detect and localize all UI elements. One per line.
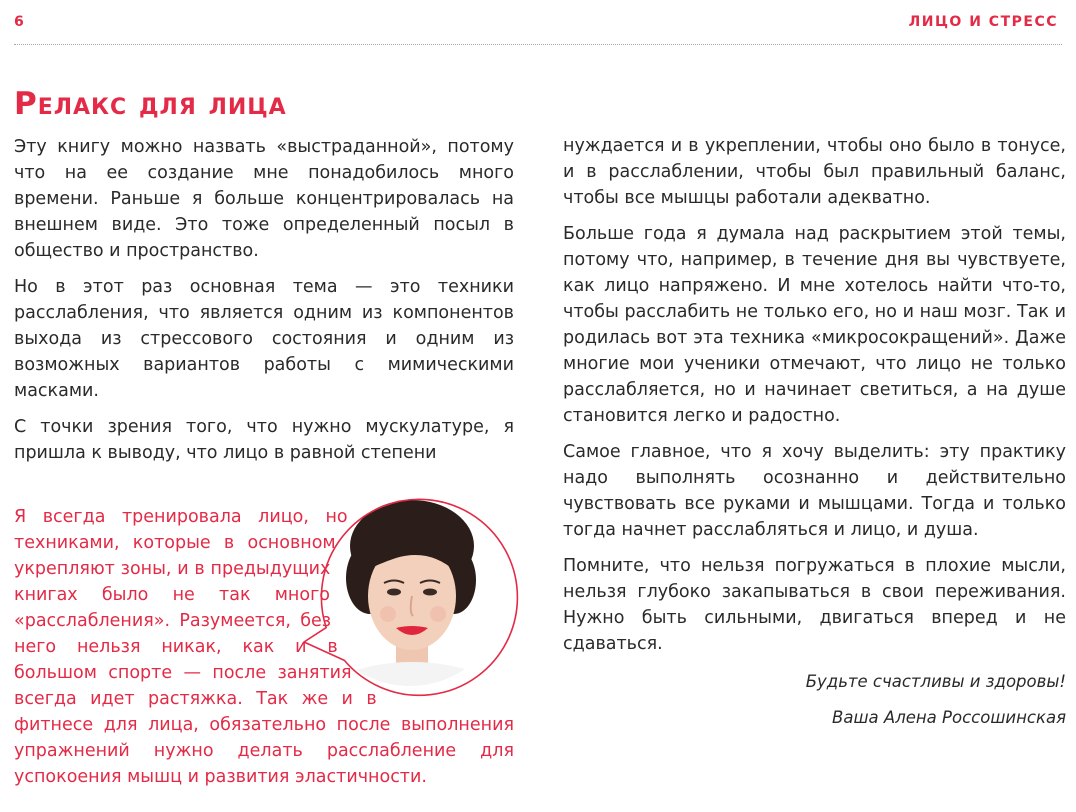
running-head: ЛИЦО И СТРЕСС [908,14,1058,30]
left-paragraph-1: Эту книгу можно назвать «выстраданной», потому что на ее создание мне понадобилось много времени. Раньше я больше концентрировалась на внешнем виде. Это тоже определенный посыл в общество и пространство. [14,137,514,261]
pull-quote [14,504,514,790]
signature-author: Ваша Алена Россошинская [832,708,1066,727]
right-paragraph-2: Больше года я думала над раскрытием этой темы, потому что, например, в течение дня вы чувствуете, как лицо напряжено. И мне хотелось найти что-то, чтобы расслабить не только его, но и наш мозг. Так и родилась вот эта техника «микросокращений». Даже многие мои ученики отмечают, что лицо не только расслабляется, но и начинает светиться, а на душе становится легко и радостно. [563,224,1066,426]
right-paragraph-3: Самое главное, что я хочу выделить: эту практику надо выполнять осознанно и действительно чувствовать все руками и мышцами. Тогда и только тогда начнет расслабляться и лицо, и душа. [563,442,1066,540]
signature-wish: Будьте счастливы и здоровы! [805,672,1066,691]
left-paragraph-2: Но в этот раз основная тема — это техники расслабления, что является одним из компонентов выхода из стрессового состояния и одним из возможных вариантов работы с мимическими масками. [14,277,514,401]
page-number: 6 [14,14,24,30]
page-header [14,0,1062,45]
article-title: Релакс для лица [14,86,287,122]
pull-quote-text: Я всегда тренировала лицо, но техниками, которые в основном укрепляют зоны, и в предыдущих книгах было не так много «расслабления». Разумеется, без него нельзя никак, как и в большом спорте — после занятия всегда идет растяжка. Так же и в фитнесе для лица, обязательно после выполнения упражнений нужно делать расслабление для успокоения мышц и развития эластичности. [14,507,514,787]
left-column [14,134,514,476]
left-paragraph-3: С точки зрения того, что нужно мускулатуре, я пришла к выводу, что лицо в равной степени [14,417,514,463]
right-column [563,133,1066,741]
right-paragraph-4: Помните, что нельзя погружаться в плохие мысли, нельзя глубоко закапываться в свои переживания. Нужно быть сильными, двигаться вперед и не сдаваться. [563,556,1066,654]
right-paragraph-1: нуждается и в укреплении, чтобы оно было в тонусе, и в расслаблении, чтобы был правильный баланс, чтобы все мышцы работали адекватно. [563,136,1066,208]
